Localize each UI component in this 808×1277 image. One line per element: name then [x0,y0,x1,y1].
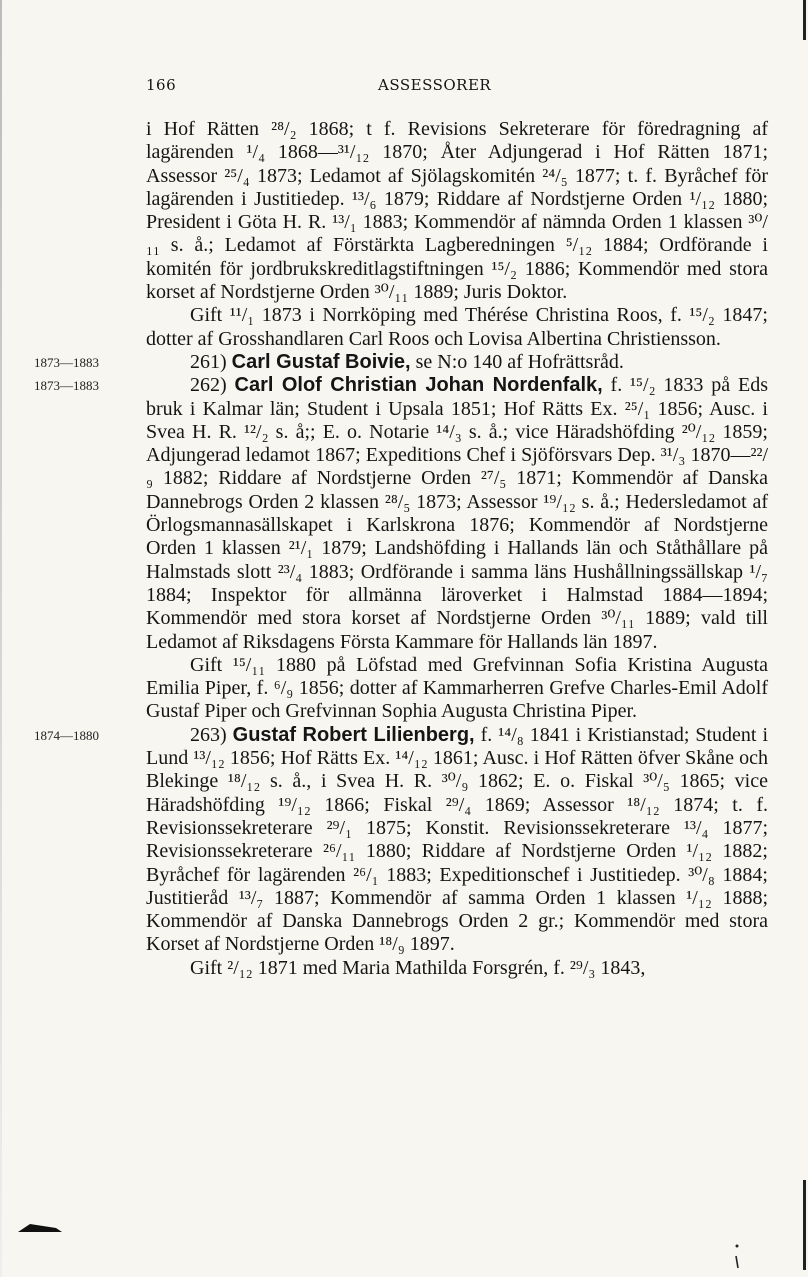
paragraph [146,304,768,351]
entry-name: Carl Gustaf Boivie, [231,350,411,373]
entry-text: f. ¹⁵/₂ 1833 på Eds bruk i Kalmar län; Student i Upsala 1851; Hof Rätts Ex. ²⁵/₁ 1856; Ausc. i Svea H. R. ¹²/₂ s. å;; E. o. Notarie ¹⁴/₃ s. å.; vice Häradshöfding ²⁰/₁₂ 1859; Adjungerad ledamot 1867; Expeditions Chef i Sjöförsvars Dep. ³¹/₃ 1870—²²/₉ 1882; Riddare af Nordstjerne Orden ²⁷/₅ 1871; Kommendör af Danska Dannebrogs Orden 2 klassen ²⁸/₅ 1873; Assessor ¹⁹/₁₂ s. å.; Hedersledamot af Örlogsmannasällskapet i Karlskrona 1876; Kommendör af Nordstjerne Orden 1 klassen ²¹/₁ 1879; Landshöfding i Hallands län och Ståthållare på Halmstads slott ²³/₄ 1883; Ordförande i samma läns Hushållningssällskap ¹/₇ 1884; Inspektor för allmänna läroverket i Halmstad 1884—1894; Kommendör med stora korset af Nordstjerne Orden ³⁰/₁₁ 1889; vald till Ledamot af Riksdagens Första Kammare för Hallands län 1897. [146,374,769,653]
entry-text: f. ¹⁴/₈ 1841 i Kristianstad; Student i Lund ¹³/₁₂ 1856; Hof Rätts Ex. ¹⁴/₁₂ 1861; Ausc. i Hof Rätten öfver Skåne och Blekinge ¹⁸/₁₂ s. å., i Svea H. R. ³⁰/₉ 1862; E. o. Fiskal ³⁰/₅ 1865; vice Häradshöfding ¹⁹/₁₂ 1866; Fiskal ²⁹/₄ 1869; Assessor ¹⁸/₁₂ 1874; t. f. Revisionssekreterare ²⁹/₁ 1875; Konstit. Revisionssekreterare ¹³/₄ 1877; Revisionssekreterare ²⁶/₁₁ 1880; Riddare af Nordstjerne Orden ¹/₁₂ 1882; Byråchef för lagärenden ²⁶/₁ 1883; Expeditionschef i Justitiedep. ³⁰/₈ 1884; Justitieråd ¹³/₇ 1887; Kommendör af samma Orden 1 klassen ¹/₁₂ 1888; Kommendör af Danska Dannebrogs Orden 2 gr.; Kommendör med stora Korset af Nordstjerne Orden ¹⁸/₉ 1897. [146,723,769,956]
paragraph [146,654,768,724]
page-edge-mark-bottom [803,1180,806,1270]
paragraph [146,957,768,980]
ink-mark-icon [16,1220,64,1234]
paragraph-text: Gift ¹⁵/₁₁ 1880 på Löfstad med Grefvinnan Sofia Kristina Augusta Emilia Piper, f. ⁶/₉ 1856; dotter af Kammarherren Grefve Charles-Emil Adolf Gustaf Piper och Grefvinnan Sophia Augusta Christina Piper. [146,653,768,723]
margin-years: 1873—1883 [34,354,99,370]
entry-262 [34,374,769,654]
entry-number: 261) [190,350,227,373]
entry-name: Gustaf Robert Lilienberg, [232,723,475,746]
entry-number: 263) [190,723,227,746]
page-edge [0,0,2,1277]
ink-specks [730,1240,744,1270]
page-number: 166 [146,76,177,94]
paragraph-text: i Hof Rätten ²⁸/₂ 1868; t f. Revisions Sekreterare för föredragning af lagärenden ¹/₄ 1868—³¹/₁₂ 1870; Åter Adjungerad i Hof Rätten 1871; Assessor ²⁵/₄ 1873; Ledamot af Sjölagskomitén ²⁴/₅ 1877; t. f. Byråchef för lagärenden i Justitiedep. ¹³/₆ 1879; Riddare af Nordstjerne Orden ¹/₁₂ 1880; President i Göta H. R. ¹³/₁ 1883; Kommendör af nämnda Orden 1 klassen ³⁰/₁₁ s. å.; Ledamot af Förstärkta Lagberedningen ⁵/₁₂ 1884; Ordförande i komitén för jordbrukskreditlagstiftningen ¹⁵/₂ 1886; Kommendör med stora korset af Nordstjerne Orden ³⁰/₁₁ 1889; Juris Doktor. [146,118,768,304]
page-body [34,118,769,980]
page-edge-mark-top [803,0,806,40]
entry-number: 262) [190,374,227,397]
margin-years: 1873—1883 [34,378,99,394]
entry-name: Carl Olof Christian Johan Nordenfalk, [234,374,603,397]
paragraph [146,118,768,304]
paragraph-text: Gift ¹¹/₁ 1873 i Norrköping med Thérése Christina Roos, f. ¹⁵/₂ 1847; dotter af Grosshandlaren Carl Roos och Lovisa Albertina Christiensson. [146,304,768,350]
entry-text: se N:o 140 af Hofrättsråd. [410,350,624,373]
entry-263 [34,723,769,957]
running-header [146,76,766,100]
running-title: ASSESSORER [378,76,492,94]
margin-years: 1874—1880 [34,727,99,743]
entry-261 [34,350,768,374]
paragraph-text: Gift ²/₁₂ 1871 med Maria Mathilda Forsgrén, f. ²⁹/₃ 1843, [190,956,646,979]
speck-icon [730,1240,744,1270]
